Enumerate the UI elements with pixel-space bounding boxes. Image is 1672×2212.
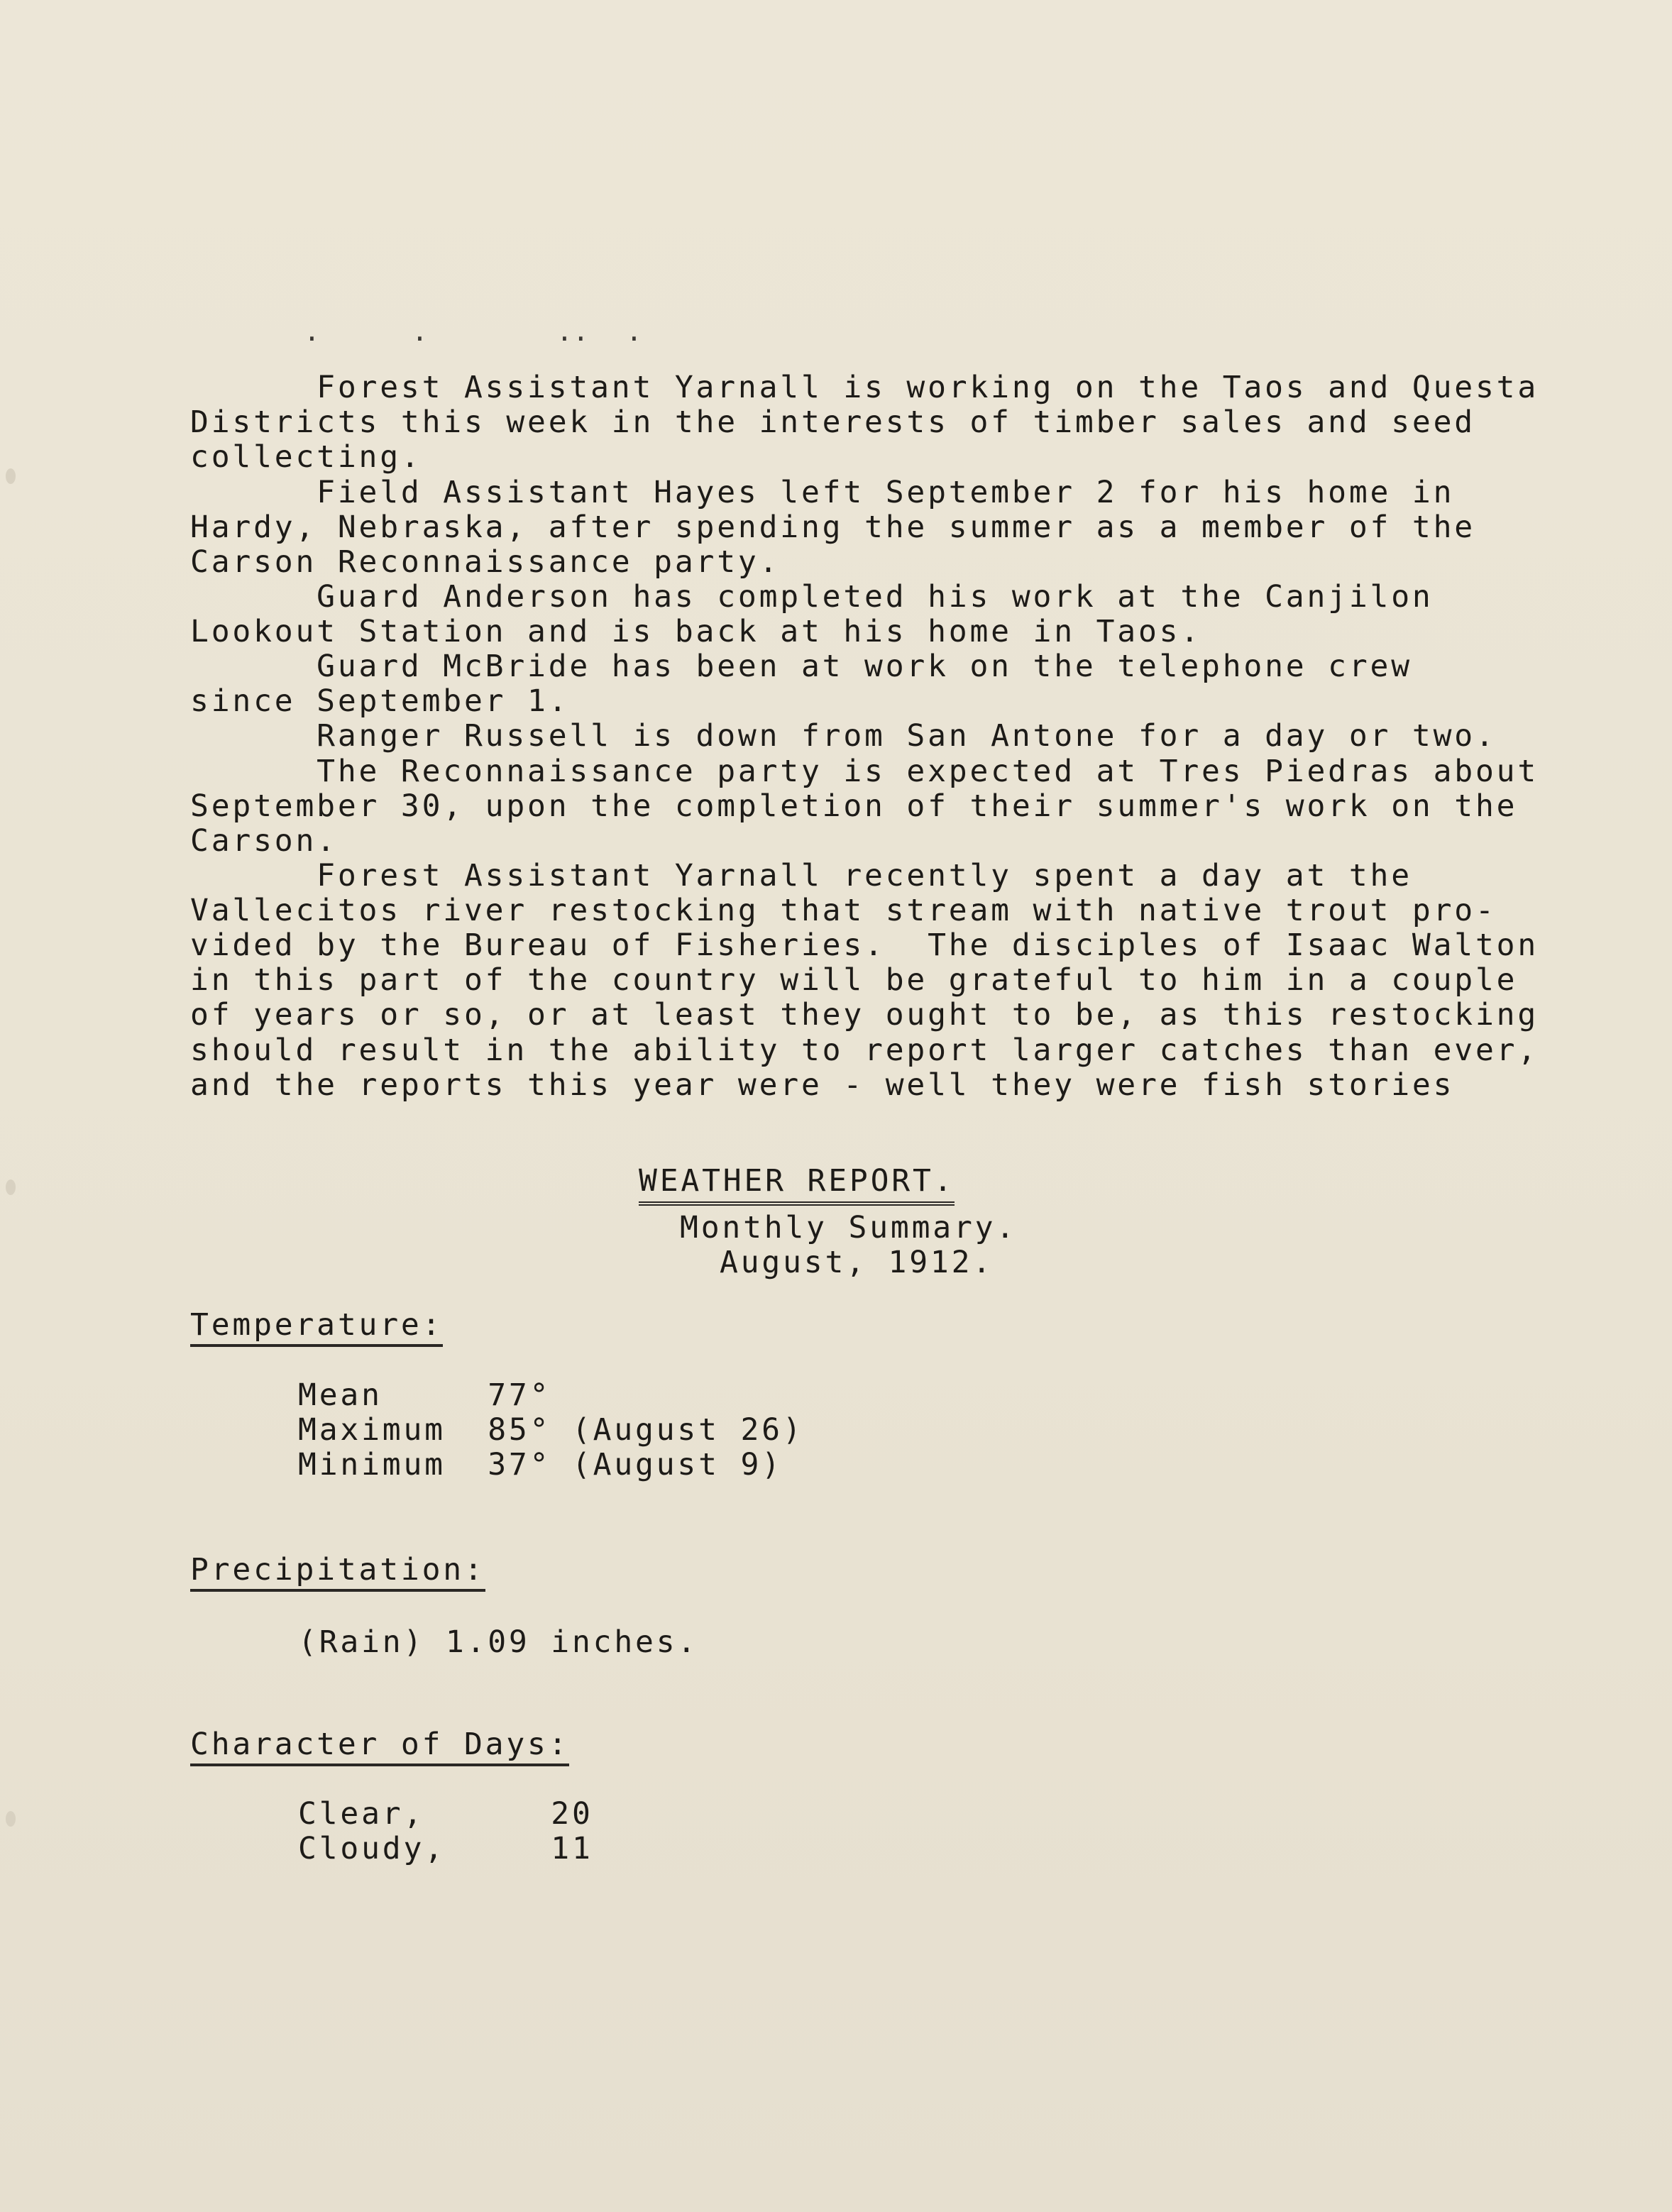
temperature-maximum: Maximum 85° (August 26) [298,1412,804,1448]
body-line: of years or so, or at least they ought to be, as this restocking [190,997,1539,1033]
stray-mark: .. [556,316,589,347]
body-line: Vallecitos river restocking that stream with native trout pro- [190,893,1497,928]
punch-hole-mark [6,468,16,484]
body-line: Forest Assistant Yarnall is working on the Taos and Questa [190,370,1539,405]
stray-mark: . [412,316,428,347]
body-line: vided by the Bureau of Fisheries. The disciples of Isaac Walton [190,928,1539,963]
temperature-mean: Mean 77° [298,1377,551,1413]
weather-report-title: WEATHER REPORT. [639,1164,955,1199]
precipitation-heading: Precipitation: [190,1553,485,1588]
days-cloudy: Cloudy, 11 [298,1831,593,1866]
body-line: Carson Reconnaissance party. [190,544,781,580]
temperature-minimum: Minimum 37° (August 9) [298,1447,783,1482]
body-line: since September 1. [190,683,570,719]
character-of-days-heading: Character of Days: [190,1727,569,1762]
body-line: Guard McBride has been at work on the telephone crew [190,649,1412,684]
temperature-heading: Temperature: [190,1308,443,1343]
stray-mark: . [626,316,642,347]
body-line: The Reconnaissance party is expected at Tres Piedras about [190,754,1539,789]
body-line: Guard Anderson has completed his work at the Canjilon [190,579,1434,615]
body-line: in this part of the country will be grateful to him in a couple [190,962,1518,998]
body-line: collecting. [190,439,422,475]
stray-mark: . [304,316,320,347]
body-line: should result in the ability to report larger catches than ever, [190,1033,1539,1068]
days-clear: Clear, 20 [298,1796,593,1832]
body-line: Districts this week in the interests of timber sales and seed [190,405,1475,440]
weather-subtitle: Monthly Summary. [680,1210,1018,1245]
body-line: Ranger Russell is down from San Antone for a day or two. [190,718,1497,754]
precipitation-value: (Rain) 1.09 inches. [298,1624,699,1660]
body-line: Carson. [190,823,338,859]
body-line: Hardy, Nebraska, after spending the summer as a member of the [190,510,1475,545]
body-line: Forest Assistant Yarnall recently spent a day at the [190,858,1412,893]
body-line: September 30, upon the completion of their summer's work on the [190,788,1518,824]
body-line: and the reports this year were - well they were fish stories [190,1067,1455,1103]
body-line: Lookout Station and is back at his home in Taos. [190,614,1202,649]
punch-hole-mark [6,1811,16,1827]
body-line: Field Assistant Hayes left September 2 for his home in [190,475,1455,510]
punch-hole-mark [6,1179,16,1195]
weather-period: August, 1912. [720,1245,994,1280]
